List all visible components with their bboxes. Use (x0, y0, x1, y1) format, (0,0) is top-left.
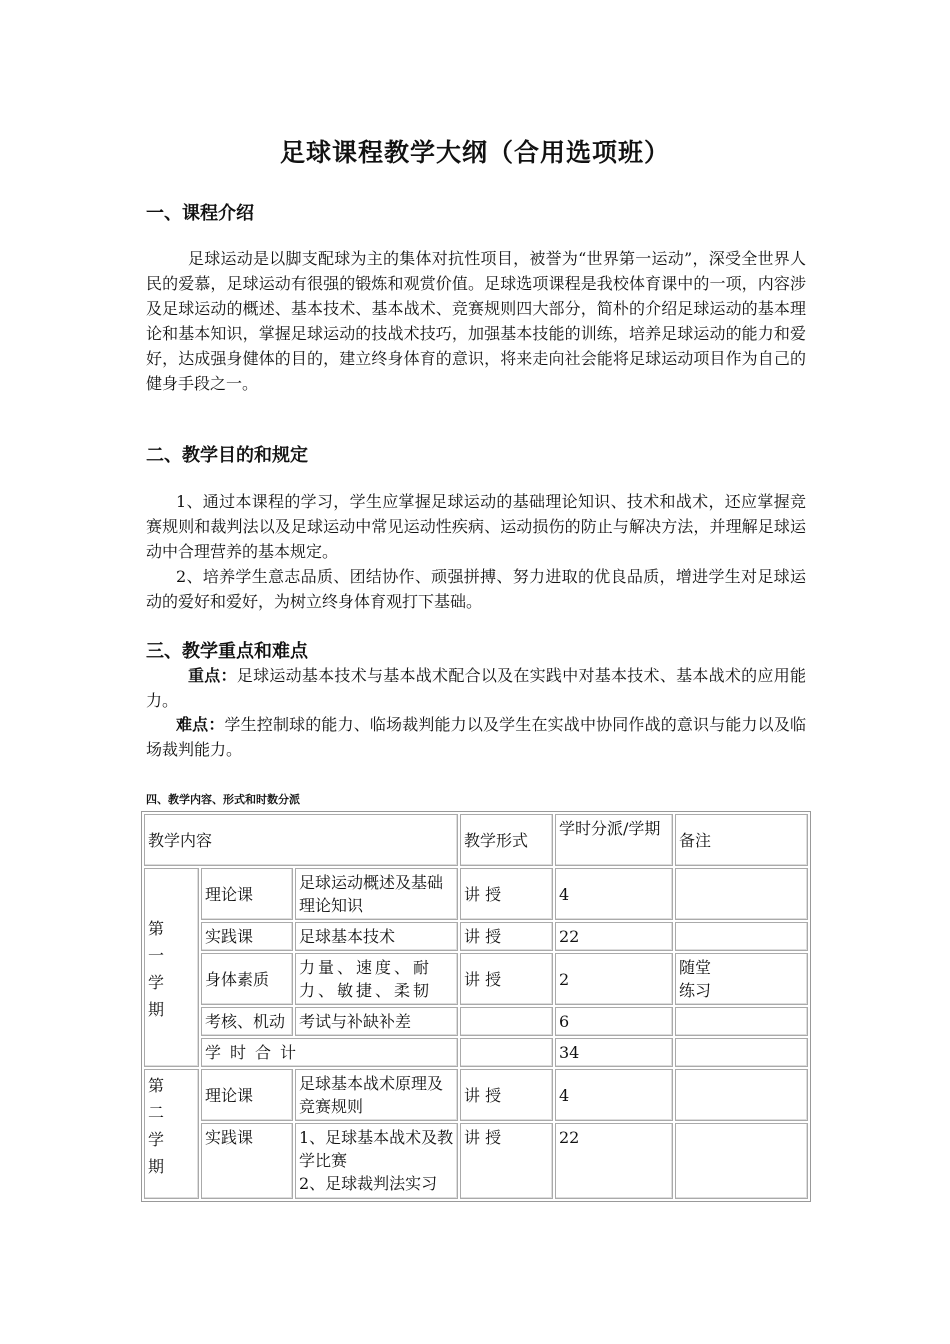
section-3-key-points (146, 663, 806, 713)
row-hours: 22 (555, 922, 673, 951)
row-content: 考试与补缺补差 (295, 1007, 458, 1036)
row-form (460, 1007, 553, 1036)
table-row (144, 1069, 808, 1121)
total-form (460, 1038, 553, 1067)
row-hours: 4 (555, 1069, 673, 1121)
row-form: 讲 授 (460, 868, 553, 920)
difficulties-text: 学生控制球的能力、临场裁判能力以及学生在实战中协同作战的意识与能力以及临场裁判能力。 (146, 715, 806, 759)
row-content: 足球基本技术 (295, 922, 458, 951)
row-note (675, 953, 808, 1005)
header-form: 教学形式 (460, 814, 553, 866)
row-form: 讲 授 (460, 1069, 553, 1121)
row-type: 实践课 (201, 922, 293, 951)
row-note-text: 随堂练习 (679, 958, 712, 1000)
table-row (144, 1123, 808, 1199)
row-note (675, 922, 808, 951)
table-row (144, 1007, 808, 1036)
row-note (675, 868, 808, 920)
row-note (675, 1007, 808, 1036)
row-note (675, 1069, 808, 1121)
section-2-paragraph-1: 1、通过本课程的学习，学生应掌握足球运动的基础理论知识、技术和战术，还应掌握竞赛规则和裁判法以及足球运动中常见运动性疾病、运动损伤的防止与解决方法，并理解足球运动中合理营养的基本规定。 (146, 492, 806, 561)
section-1-body: 足球运动是以脚支配球为主的集体对抗性项目，被誉为“世界第一运动”，深受全世界人民的爱慕，足球运动有很强的锻炼和观赏价值。足球选项课程是我校体育课中的一项，内容涉及足球运动的概述、基本技术、基本战术、竞赛规则四大部分，简朴的介绍足球运动的基本理论和基本知识，掌握足球运动的技战术技巧，加强基本技能的训练，培养足球运动的能力和爱好，达成强身健体的目的，建立终身体育的意识，将来走向社会能将足球运动项目作为自己的健身手段之一。 (146, 249, 806, 393)
row-content (295, 1123, 458, 1199)
term-1-label-cell (144, 868, 199, 1067)
section-2-heading: 二、教学目的和规定 (146, 445, 308, 466)
term-2-label: 第二学期 (148, 1076, 165, 1176)
row-content: 力量、速度、耐力、敏捷、柔韧 (295, 953, 458, 1005)
row-hours: 22 (555, 1123, 673, 1199)
row-content-line-1: 1、足球基本战术及教学比赛 (299, 1128, 454, 1170)
key-points-text: 足球运动基本技术与基本战术配合以及在实践中对基本技术、基本战术的应用能力。 (146, 666, 806, 710)
section-2-paragraph-2: 2、培养学生意志品质、团结协作、顽强拼搏、努力进取的优良品质，增进学生对足球运动的爱好和爱好，为树立终身体育观打下基础。 (146, 567, 806, 611)
row-hours: 6 (555, 1007, 673, 1036)
table-row (144, 953, 808, 1005)
table-row (144, 868, 808, 920)
term-2-label-cell (144, 1069, 199, 1199)
row-hours: 4 (555, 868, 673, 920)
header-note: 备注 (675, 814, 808, 866)
row-note (675, 1123, 808, 1199)
header-content: 教学内容 (144, 814, 458, 866)
row-form: 讲 授 (460, 922, 553, 951)
difficulties-label: 难点： (176, 715, 225, 734)
row-content-line-2: 2、足球裁判法实习 (299, 1174, 438, 1193)
row-form: 讲 授 (460, 953, 553, 1005)
row-type: 实践课 (201, 1123, 293, 1199)
total-hours: 34 (555, 1038, 673, 1067)
syllabus-table (141, 811, 811, 1202)
row-type: 理论课 (201, 1069, 293, 1121)
section-3-difficulties (146, 712, 806, 762)
row-hours: 2 (555, 953, 673, 1005)
row-type: 理论课 (201, 868, 293, 920)
section-3-heading: 三、教学重点和难点 (146, 641, 308, 662)
row-form: 讲 授 (460, 1123, 553, 1199)
table-total-row (144, 1038, 808, 1067)
page-title: 足球课程教学大纲（合用选项班） (279, 138, 670, 167)
total-note (675, 1038, 808, 1067)
header-hours: 学时分派/学期 (555, 814, 673, 866)
table-row (144, 922, 808, 951)
total-label: 学时合计 (201, 1038, 458, 1067)
table-header-row (144, 814, 808, 866)
key-points-label: 重点： (188, 666, 237, 685)
section-1-heading: 一、课程介绍 (146, 203, 254, 224)
term-1-label: 第一学期 (148, 919, 165, 1019)
row-type: 考核、机动 (201, 1007, 293, 1036)
row-content: 足球运动概述及基础理论知识 (295, 868, 458, 920)
row-content: 足球基本战术原理及竞赛规则 (295, 1069, 458, 1121)
row-type: 身体素质 (201, 953, 293, 1005)
table-caption: 四、教学内容、形式和时数分派 (146, 793, 300, 806)
